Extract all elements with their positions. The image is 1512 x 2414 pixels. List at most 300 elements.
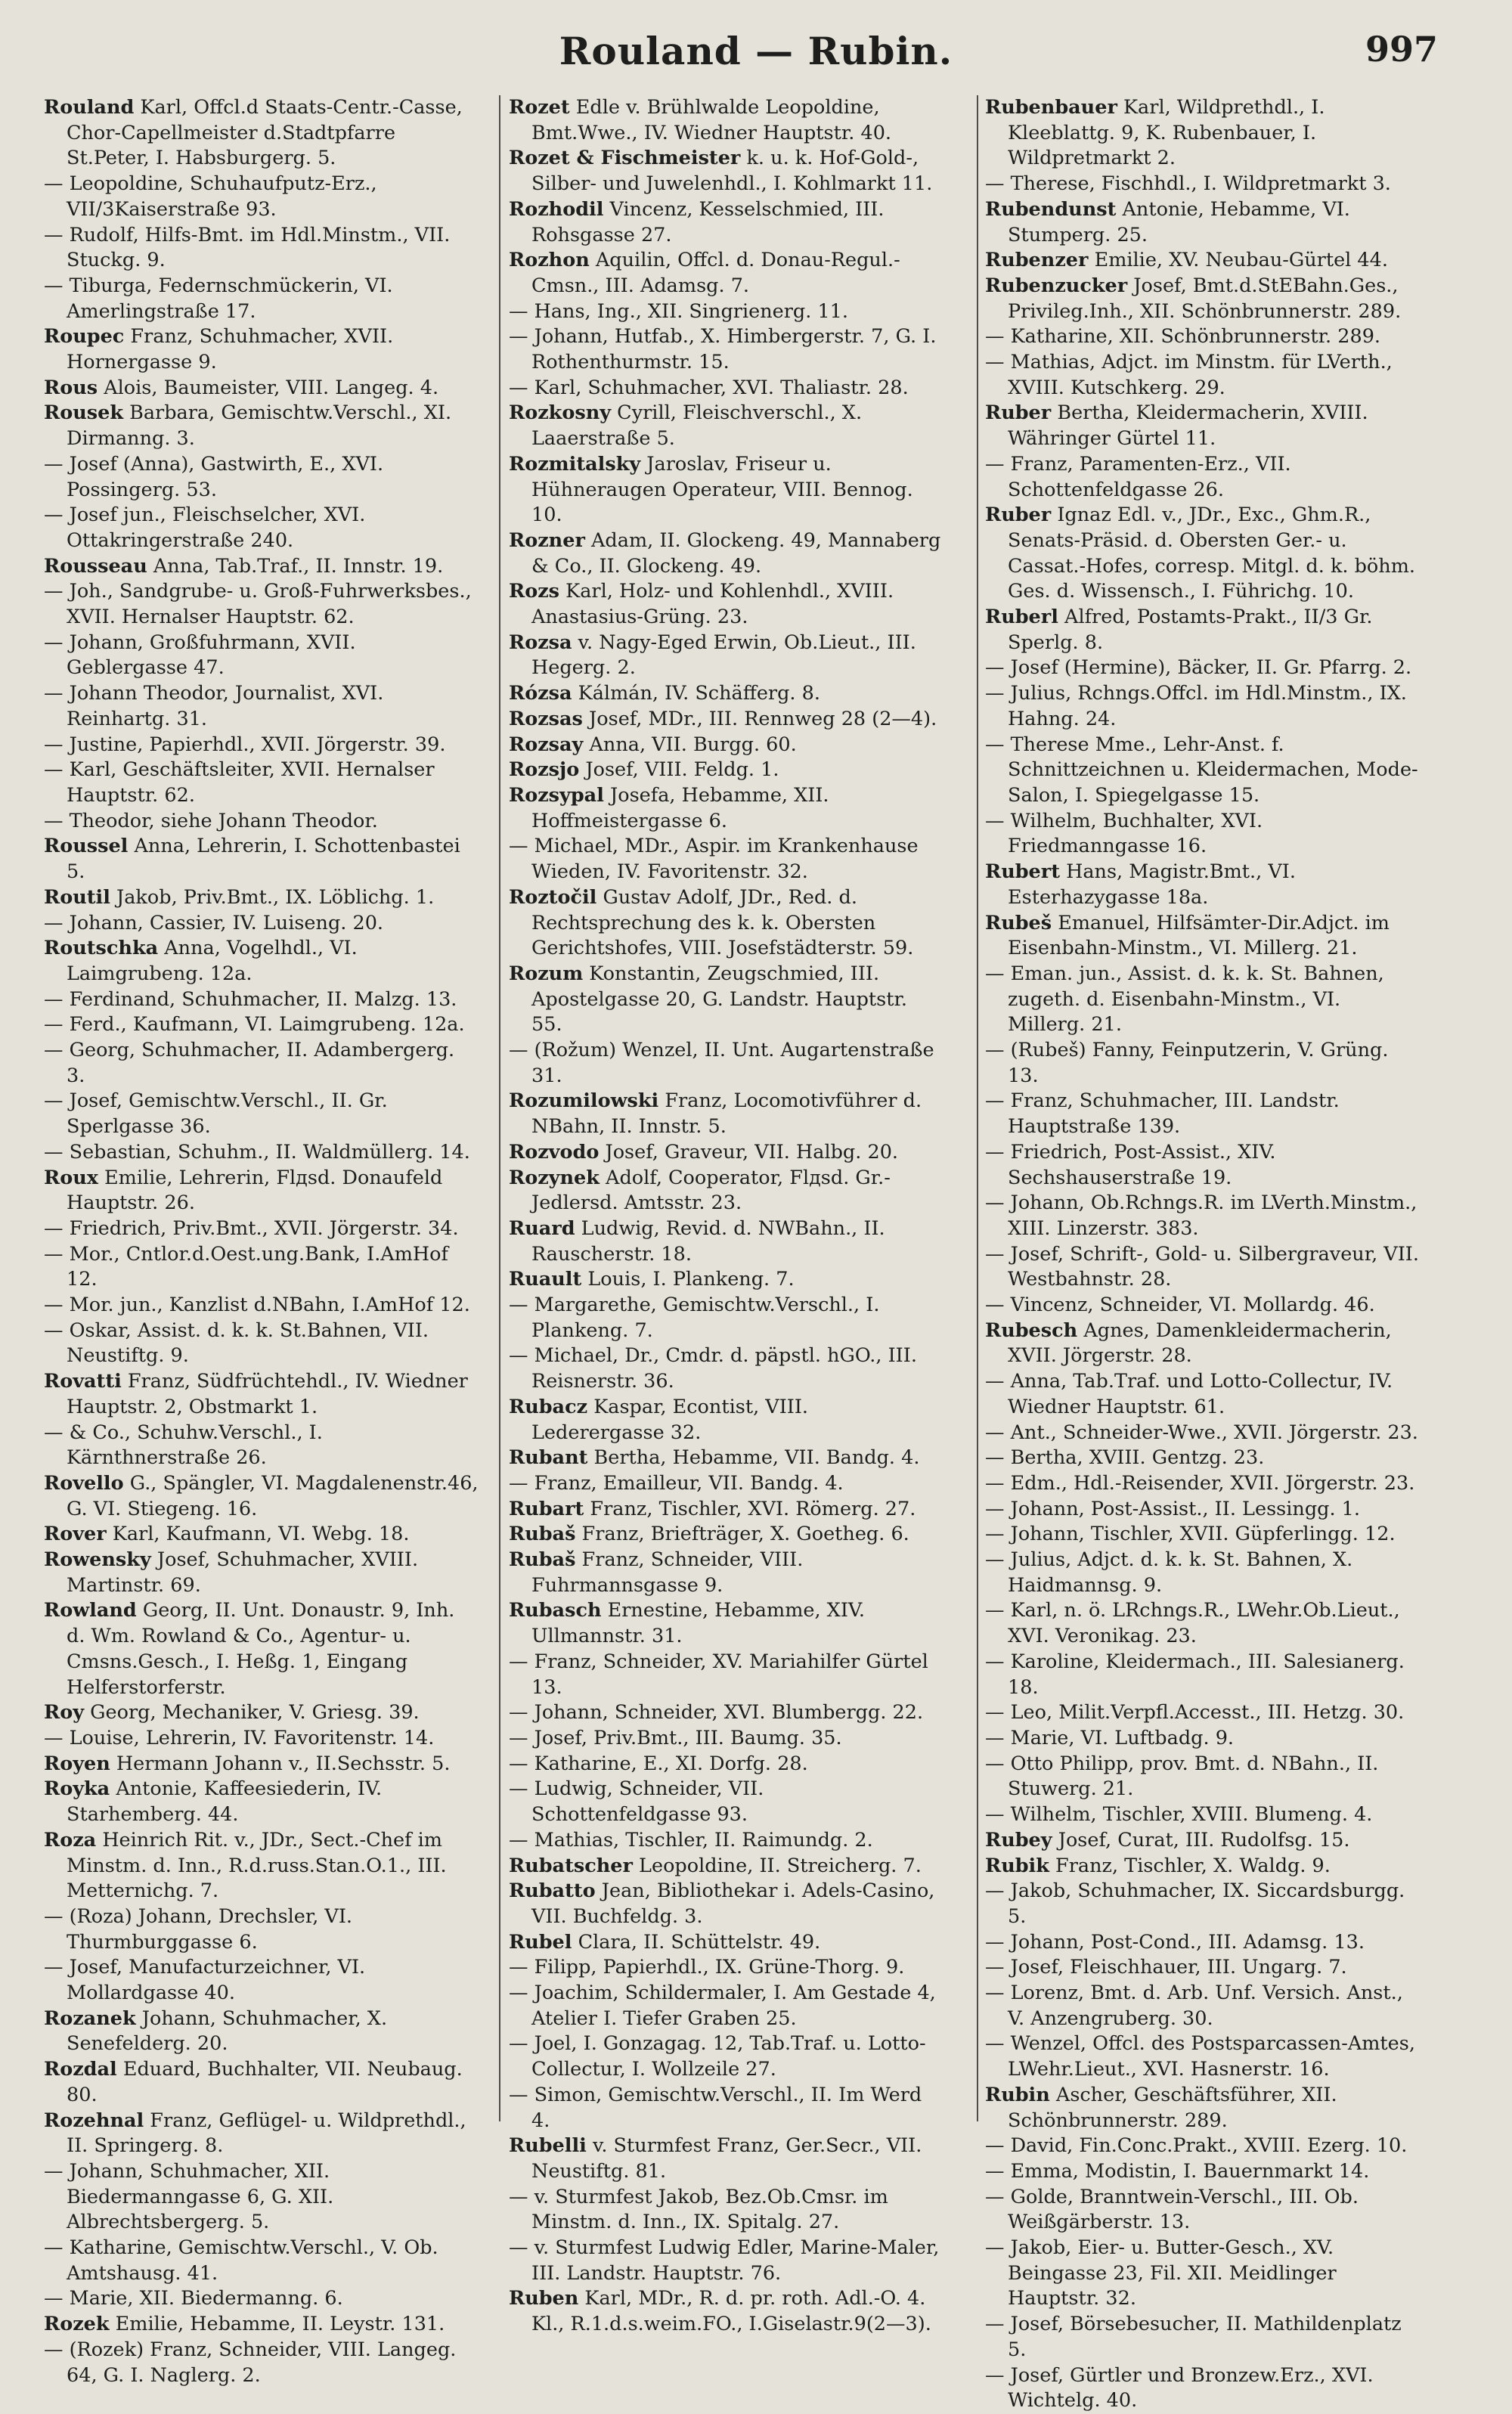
directory-entry: [509, 1726, 943, 1752]
entry-details: — (Rožum) Wenzel, II. Unt. Augartenstraße 31.: [509, 1039, 934, 1087]
entry-details: — Friedrich, Priv.Bmt., XVII. Jörgerstr. 34.: [44, 1216, 459, 1240]
entry-details: Ernestine, Hebamme, XIV. Ullmannstr. 31.: [531, 1599, 865, 1648]
entry-details: — Joachim, Schildermaler, I. Am Gestade 4, Atelier I. Tiefer Graben 25.: [509, 1982, 936, 2030]
entry-surname: Rozsay: [509, 733, 584, 756]
entry-surname: Roztočil: [509, 885, 597, 909]
directory-entry: [509, 452, 943, 528]
entry-details: v. Sturmfest Franz, Ger.Secr., VII. Neustiftg. 81.: [531, 2134, 922, 2183]
entry-surname: Rovatti: [44, 1370, 122, 1393]
entry-details: — Ant., Schneider-Wwe., XVII. Jörgerstr. 23.: [985, 1421, 1418, 1444]
entry-surname: Rubert: [985, 860, 1060, 884]
entry-details: — Johann, Post-Cond., III. Adamsg. 13.: [985, 1930, 1365, 1954]
directory-entry: [44, 1038, 479, 1089]
entry-details: — Vincenz, Schneider, VI. Mollardg. 46.: [985, 1294, 1375, 1317]
entry-details: — Theodor, siehe Johann Theodor.: [44, 809, 378, 832]
entry-surname: Roux: [44, 1166, 98, 1189]
directory-entry: [44, 172, 479, 222]
entry-details: — Katharine, Gemischtw.Verschl., V. Ob. Amtshausg. 41.: [44, 2236, 438, 2285]
entry-details: — Josef, Priv.Bmt., III. Baumg. 35.: [509, 1727, 842, 1749]
entry-details: Georg, Mechaniker, V. Griesg. 39.: [84, 1701, 420, 1725]
entry-details: Bertha, Hebamme, VII. Bandg. 4.: [587, 1446, 920, 1470]
directory-entry: [509, 1343, 943, 1394]
directory-entry: [44, 1140, 479, 1166]
directory-entry: [44, 1369, 479, 1420]
directory-entry: [509, 1879, 943, 1929]
directory-entry: [44, 2312, 479, 2338]
entry-details: — Justine, Papierhdl., XVII. Jörgerstr. 39.: [44, 733, 446, 756]
directory-entry: [44, 1726, 479, 1752]
entry-details: Hans, Magistr.Bmt., VI. Esterhazygasse 18a.: [1008, 860, 1296, 909]
entry-surname: Rozehnal: [44, 2109, 144, 2132]
entry-details: Adolf, Cooperator, Flдsd. Gr.-Jedlersd. Amtsstr. 23.: [531, 1166, 891, 1215]
entry-details: — Josef, Manufacturzeichner, VI. Mollardgasse 40.: [44, 1956, 366, 2005]
entry-details: — & Co., Schuhw.Verschl., I. Kärnthnerstraße 26.: [44, 1421, 323, 1470]
directory-entry: [985, 2083, 1420, 2134]
entry-details: Josef, Curat, III. Rudolfsg. 15.: [1052, 1828, 1350, 1852]
directory-entry: [509, 1497, 943, 1523]
entry-details: — Friedrich, Post-Assist., XIV. Sechshauserstraße 19.: [985, 1140, 1276, 1189]
entry-details: — Leopoldine, Schuhaufputz-Erz., VII/3Kaiserstraße 93.: [44, 172, 377, 221]
entry-surname: Ruard: [509, 1216, 575, 1240]
directory-entry: [985, 1930, 1420, 1956]
directory-entry: [509, 681, 943, 707]
directory-entry: [509, 248, 943, 299]
entry-surname: Rovello: [44, 1471, 124, 1495]
directory-entry: [44, 95, 479, 172]
entry-details: — Bertha, XVIII. Gentzg. 23.: [985, 1446, 1265, 1470]
entry-details: Jakob, Priv.Bmt., IX. Löblichg. 1.: [110, 885, 435, 909]
entry-details: Emilie, Hebamme, II. Leystr. 131.: [109, 2313, 445, 2336]
directory-entry: [509, 579, 943, 630]
entry-details: — Katharine, E., XI. Dorfg. 28.: [509, 1752, 808, 1775]
directory-entry: [985, 1802, 1420, 1828]
directory-entry: [985, 2312, 1420, 2363]
entry-details: Emilie, Lehrerin, Flдsd. Donaufeld Hauptstr. 26.: [67, 1166, 443, 1215]
entry-surname: Roza: [44, 1828, 97, 1852]
directory-entry: [985, 1089, 1420, 1139]
directory-entry: [985, 681, 1420, 732]
directory-entry: [509, 1828, 943, 1854]
entry-details: — Georg, Schuhmacher, II. Adambergerg. 3.: [44, 1039, 455, 1087]
entry-details: — Julius, Adjct. d. k. k. St. Bahnen, X. Haidmannsg. 9.: [985, 1548, 1353, 1597]
entry-details: — Hans, Ing., XII. Singrienerg. 11.: [509, 299, 849, 323]
directory-entry: [509, 95, 943, 146]
entry-surname: Rozdal: [44, 2058, 117, 2081]
entry-surname: Rozner: [509, 528, 585, 552]
entry-details: Anna, Tab.Traf., II. Innstr. 19.: [147, 554, 444, 578]
directory-entry: [509, 1395, 943, 1446]
directory-entry: [985, 1854, 1420, 1879]
directory-entry: [985, 1548, 1420, 1598]
directory-entry: [509, 2236, 943, 2286]
entry-surname: Rubin: [985, 2083, 1050, 2106]
entry-details: Hermann Johann v., II.Sechsstr. 5.: [110, 1752, 451, 1775]
entry-details: Franz, Briefträger, X. Goetheg. 6.: [575, 1523, 909, 1546]
directory-entry: [509, 1267, 943, 1293]
directory-entry: [44, 1522, 479, 1548]
directory-entry: [509, 528, 943, 579]
directory-entry: [509, 733, 943, 758]
entry-surname: Routschka: [44, 937, 159, 960]
entry-details: — Marie, XII. Biedermanng. 6.: [44, 2287, 343, 2310]
entry-details: Louis, I. Plankeng. 7.: [581, 1268, 795, 1291]
entry-details: — Louise, Lehrerin, IV. Favoritenstr. 14.: [44, 1727, 435, 1749]
entry-details: Josef, Schuhmacher, XVIII. Martinstr. 69.: [67, 1548, 419, 1597]
entry-surname: Rubelli: [509, 2134, 587, 2158]
entry-details: — Leo, Milit.Verpfl.Accesst., III. Hetzg. 30.: [985, 1701, 1405, 1725]
entry-details: — Franz, Emailleur, VII. Bandg. 4.: [509, 1471, 844, 1495]
page-title: Rouland — Rubin.: [559, 29, 953, 73]
directory-entry: [509, 1955, 943, 1981]
entry-details: Karl, Holz- und Kohlenhdl., XVIII. Anastasius-Grüng. 23.: [531, 580, 894, 629]
entry-details: k. u. k. Hof-Gold-, Silber- und Juwelenhdl., I. Kohlmarkt 11.: [531, 147, 933, 196]
entry-details: — Wilhelm, Buchhalter, XVI. Friedmanngasse 16.: [985, 809, 1263, 858]
directory-entry: [985, 452, 1420, 503]
entry-details: — Josef, Börsebesucher, II. Mathildenplatz 5.: [985, 2313, 1402, 2361]
directory-entry: [44, 733, 479, 758]
entry-details: — Josef (Hermine), Bäcker, II. Gr. Pfarrg. 2.: [985, 656, 1412, 680]
entry-details: Josef, Bmt.d.StEBahn.Ges., Privileg.Inh., XII. Schönbrunnerstr. 289.: [1008, 274, 1402, 323]
directory-entry: [509, 2134, 943, 2184]
entry-details: — Sebastian, Schuhm., II. Waldmüllerg. 14.: [44, 1140, 470, 1164]
entry-surname: Rubacz: [509, 1395, 588, 1418]
directory-entry: [44, 987, 479, 1013]
directory-entry: [44, 1293, 479, 1319]
directory-entry: [985, 860, 1420, 910]
entry-details: — Filipp, Papierhdl., IX. Grüne-Thorg. 9.: [509, 1956, 905, 1979]
directory-entry: [509, 631, 943, 681]
entry-surname: Rubenzucker: [985, 274, 1128, 297]
directory-entry: [44, 631, 479, 681]
directory-entry: [44, 1012, 479, 1038]
directory-entry: [509, 2083, 943, 2134]
entry-details: Josef, VIII. Feldg. 1.: [579, 758, 779, 782]
entry-details: Franz, Schneider, VIII. Fuhrmannsgasse 9.: [531, 1548, 804, 1597]
entry-details: Alois, Baumeister, VIII. Langeg. 4.: [98, 376, 439, 399]
entry-surname: Rubey: [985, 1828, 1052, 1852]
directory-entry: [985, 274, 1420, 324]
entry-details: — Mor., Cntlor.d.Oest.ung.Bank, I.AmHof 12.: [44, 1242, 448, 1291]
entry-details: Edle v. Brühlwalde Leopoldine, Bmt.Wwe., IV. Wiedner Hauptstr. 40.: [531, 96, 892, 144]
entry-details: Barbara, Gemischtw.Verschl., XI. Dirmanng. 3.: [67, 401, 452, 451]
directory-entry: [509, 146, 943, 197]
entry-surname: Ruben: [509, 2287, 579, 2310]
directory-entry: [44, 681, 479, 732]
entry-details: — Johann, Großfuhrmann, XVII. Geblergasse 47.: [44, 631, 356, 680]
entry-surname: Rozs: [509, 580, 560, 603]
directory-entry: [985, 1369, 1420, 1420]
entry-details: — Michael, Dr., Cmdr. d. päpstl. hGO., III. Reisnerstr. 36.: [509, 1344, 917, 1393]
entry-details: Emanuel, Hilfsämter-Dir.Adjct. im Eisenbahn-Minstm., VI. Millerg. 21.: [1008, 911, 1390, 960]
entry-surname: Rubesch: [985, 1319, 1078, 1342]
directory-entry: [509, 707, 943, 733]
directory-entry: [44, 911, 479, 937]
directory-entry: [44, 1955, 479, 2006]
directory-entry: [985, 197, 1420, 248]
entry-details: Adam, II. Glockeng. 49, Mannaberg & Co., II. Glockeng. 49.: [531, 528, 941, 578]
entry-surname: Royen: [44, 1752, 110, 1775]
directory-entry: [509, 2286, 943, 2337]
entry-surname: Rubaš: [509, 1523, 576, 1546]
entry-surname: Rozum: [509, 962, 584, 985]
entry-surname: Rouland: [44, 96, 135, 119]
entry-details: Johann, Schuhmacher, X. Senefelderg. 20.: [67, 2007, 388, 2056]
directory-entry: [985, 605, 1420, 655]
entry-details: Kálmán, IV. Schäfferg. 8.: [572, 682, 820, 705]
directory-entry: [985, 2363, 1420, 2414]
entry-details: Franz, Tischler, XVI. Römerg. 27.: [584, 1497, 916, 1520]
directory-entry: [509, 1089, 943, 1139]
entry-details: — Tiburga, Federnschmückerin, VI. Amerlingstraße 17.: [44, 274, 393, 323]
directory-entry: [44, 401, 479, 451]
directory-entry: [44, 376, 479, 401]
entry-details: Franz, Südfrüchtehdl., IV. Wiedner Hauptstr. 2, Obstmarkt 1.: [67, 1370, 468, 1418]
directory-entry: [44, 1904, 479, 1955]
entry-surname: Rubaš: [509, 1548, 576, 1572]
entry-surname: Rousek: [44, 401, 123, 425]
directory-entry: [509, 1166, 943, 1216]
directory-entry: [985, 2134, 1420, 2159]
directory-entry: [44, 1421, 479, 1471]
entry-details: Gustav Adolf, JDr., Red. d. Rechtsprechung des k. k. Obersten Gerichtshofes, VIII. Josefstädterstr. 59.: [531, 885, 914, 960]
entry-details: Agnes, Damenkleidermacherin, XVII. Jörgerstr. 28.: [1008, 1319, 1392, 1368]
entry-details: Antonie, Kaffeesiederin, IV. Starhemberg. 44.: [67, 1777, 383, 1827]
directory-entry: [985, 1293, 1420, 1319]
entry-details: Karl, MDr., R. d. pr. roth. Adl.-O. 4. Kl., R.1.d.s.weim.FO., I.Giselastr.9(2—3).: [531, 2287, 931, 2336]
entry-surname: Rozynek: [509, 1166, 600, 1189]
directory-entry: [509, 783, 943, 834]
directory-entry: [509, 1038, 943, 1089]
entry-surname: Rubel: [509, 1930, 572, 1954]
directory-entry: [44, 2109, 479, 2159]
entry-surname: Rubasch: [509, 1599, 602, 1622]
entry-surname: Routil: [44, 885, 110, 909]
directory-entry: [44, 579, 479, 630]
entry-details: — Mor. jun., Kanzlist d.NBahn, I.AmHof 12.: [44, 1294, 470, 1317]
entry-details: — Karoline, Kleidermach., III. Salesianerg. 18.: [985, 1650, 1405, 1699]
entry-details: Antonie, Hebamme, VI. Stumperg. 25.: [1008, 197, 1350, 246]
entry-details: G., Spängler, VI. Magdalenenstr.46, G. VI. Stiegeng. 16.: [67, 1471, 479, 1520]
entry-details: — Franz, Paramenten-Erz., VII. Schottenfeldgasse 26.: [985, 452, 1291, 501]
entry-details: — Joh., Sandgrube- u. Groß-Fuhrwerksbes., XVII. Hernalser Hauptstr. 62.: [44, 580, 472, 629]
directory-entry: [509, 758, 943, 783]
entry-details: — (Rubeš) Fanny, Feinputzerin, V. Grüng. 13.: [985, 1039, 1389, 1087]
entry-details: — Ferdinand, Schuhmacher, II. Malzg. 13.: [44, 987, 457, 1011]
entry-details: — Therese, Fischhdl., I. Wildpretmarkt 3.: [985, 172, 1391, 196]
entry-details: — Josef, Schrift-, Gold- u. Silbergraveur, VII. Westbahnstr. 28.: [985, 1242, 1419, 1291]
entry-details: — Anna, Tab.Traf. und Lotto-Collectur, IV. Wiedner Hauptstr. 61.: [985, 1370, 1393, 1418]
entry-surname: Roussel: [44, 835, 129, 858]
directory-entry: [44, 1216, 479, 1242]
directory-entry: [985, 1879, 1420, 1929]
directory-entry: [44, 2159, 479, 2236]
entry-details: — Otto Philipp, prov. Bmt. d. NBahn., II. Stuwerg. 21.: [985, 1752, 1379, 1801]
directory-entry: [985, 401, 1420, 451]
entry-details: — Johann, Post-Assist., II. Lessingg. 1.: [985, 1497, 1361, 1520]
directory-entry: [509, 885, 943, 962]
directory-entry: [985, 1497, 1420, 1523]
directory-entry: [985, 1319, 1420, 1369]
entry-details: — Emma, Modistin, I. Bauernmarkt 14.: [985, 2159, 1370, 2183]
directory-entry: [509, 1930, 943, 1956]
entry-details: — Jakob, Schuhmacher, IX. Siccardsburgg. 5.: [985, 1879, 1405, 1928]
entry-details: — Joel, I. Gonzagag. 12, Tab.Traf. u. Lotto-Collectur, I. Wollzeile 27.: [509, 2032, 926, 2081]
directory-entry: [44, 885, 479, 911]
entry-surname: Rubeš: [985, 911, 1052, 934]
column-divider: [977, 95, 978, 2121]
entry-details: Emilie, XV. Neubau-Gürtel 44.: [1088, 249, 1388, 272]
column-1: [44, 95, 479, 2387]
entry-surname: Roupec: [44, 325, 125, 349]
entry-details: — Franz, Schneider, XV. Mariahilfer Gürtel 13.: [509, 1650, 928, 1699]
entry-surname: Rozkosny: [509, 401, 612, 425]
entry-surname: Rubenzer: [985, 249, 1089, 272]
directory-entry: [509, 299, 943, 325]
directory-entry: [509, 1522, 943, 1548]
directory-entry: [509, 1752, 943, 1777]
directory-entry: [985, 1726, 1420, 1752]
entry-surname: Rubatto: [509, 1879, 596, 1903]
entry-details: — Golde, Branntwein-Verschl., III. Ob. Weißgärberstr. 13.: [985, 2185, 1359, 2234]
entry-details: — Josef, Gemischtw.Verschl., II. Gr. Sperlgasse 36.: [44, 1089, 388, 1139]
directory-entry: [985, 911, 1420, 962]
entry-details: Josefa, Hebamme, XII. Hoffmeistergasse 6.: [531, 783, 829, 832]
entry-details: — v. Sturmfest Jakob, Bez.Ob.Cmsr. im Minstm. d. Inn., IX. Spitalg. 27.: [509, 2185, 888, 2234]
directory-entry: [985, 2185, 1420, 2236]
entry-details: Heinrich Rit. v., JDr., Sect.-Chef im Minstm. d. Inn., R.d.russ.Stan.O.1., III. Metternichg. 7.: [67, 1828, 447, 1903]
directory-entry: [985, 350, 1420, 401]
entry-surname: Rowensky: [44, 1548, 151, 1572]
directory-entry: [985, 1191, 1420, 1241]
entry-surname: Rozet: [509, 96, 570, 119]
directory-entry: [985, 1522, 1420, 1548]
entry-details: — Josef, Fleischhauer, III. Ungarg. 7.: [985, 1956, 1347, 1979]
entry-details: Karl, Kaufmann, VI. Webg. 18.: [106, 1523, 410, 1546]
entry-details: — Marie, VI. Luftbadg. 9.: [985, 1727, 1235, 1749]
entry-surname: Rozsa: [509, 631, 572, 654]
directory-entry: [509, 1700, 943, 1726]
entry-details: — Eman. jun., Assist. d. k. k. St. Bahnen, zugeth. d. Eisenbahn-Minstm., VI. Millerg. 21.: [985, 962, 1384, 1037]
entry-details: Franz, Tischler, X. Waldg. 9.: [1049, 1854, 1331, 1877]
entry-details: Leopoldine, II. Streicherg. 7.: [632, 1854, 922, 1877]
entry-details: Anna, VII. Burgg. 60.: [583, 733, 797, 756]
directory-entry: [985, 1598, 1420, 1649]
entry-details: Karl, Wildprethdl., I. Kleeblattg. 9, K. Rubenbauer, I. Wildpretmarkt 2.: [1008, 96, 1325, 170]
directory-entry: [985, 733, 1420, 809]
entry-surname: Roy: [44, 1701, 85, 1725]
directory-entry: [509, 197, 943, 248]
entry-details: — Simon, Gemischtw.Verschl., II. Im Werd 4.: [509, 2083, 922, 2132]
entry-surname: Royka: [44, 1777, 110, 1801]
directory-entry: [985, 2236, 1420, 2312]
entry-details: Jean, Bibliothekar i. Adels-Casino, VII. Buchfeldg. 3.: [531, 1879, 935, 1928]
directory-entry: [509, 1548, 943, 1598]
entry-details: Cyrill, Fleischverschl., X. Laaerstraße 5.: [531, 401, 863, 451]
entry-surname: Rubenbauer: [985, 96, 1117, 119]
entry-surname: Rubik: [985, 1854, 1049, 1877]
entry-details: — Ferd., Kaufmann, VI. Laimgrubeng. 12a.: [44, 1013, 465, 1037]
column-divider: [499, 95, 500, 2121]
column-2: [509, 95, 943, 2336]
directory-entry: [985, 655, 1420, 681]
directory-entry: [985, 2031, 1420, 2082]
directory-entry: [509, 1981, 943, 2031]
entry-surname: Ruberl: [985, 606, 1058, 629]
directory-entry: [509, 401, 943, 451]
entry-details: — Johann, Hutfab., X. Himbergerstr. 7, G. I. Rothenthurmstr. 15.: [509, 325, 937, 374]
entry-details: Franz, Geflügel- u. Wildprethdl., II. Springerg. 8.: [67, 2109, 466, 2158]
entry-details: — Rudolf, Hilfs-Bmt. im Hdl.Minstm., VII. Stuckg. 9.: [44, 223, 451, 272]
entry-details: — Johann Theodor, Journalist, XVI. Reinhartg. 31.: [44, 682, 384, 730]
directory-entry: [985, 1650, 1420, 1700]
directory-entry: [985, 1752, 1420, 1802]
column-3: [985, 95, 1420, 2412]
directory-entry: [44, 936, 479, 987]
directory-entry: [44, 1777, 479, 1827]
entry-details: Ludwig, Revid. d. NWBahn., II. Rauscherstr. 18.: [531, 1216, 885, 1266]
entry-details: — Julius, Rchngs.Offcl. im Hdl.Minstm., IX. Hahng. 24.: [985, 682, 1407, 730]
directory-entry: [44, 1548, 479, 1598]
directory-entry: [44, 452, 479, 503]
directory-entry: [985, 95, 1420, 172]
directory-entry: [44, 1319, 479, 1369]
entry-surname: Rubant: [509, 1446, 588, 1470]
directory-entry: [509, 324, 943, 375]
entry-surname: Rubart: [509, 1497, 584, 1520]
entry-surname: Rozhodil: [509, 197, 604, 221]
entry-details: Vincenz, Kesselschmied, III. Rohsgasse 27.: [531, 197, 885, 246]
directory-entry: [985, 962, 1420, 1038]
entry-details: — (Roza) Johann, Drechsler, VI. Thurmburggasse 6.: [44, 1904, 353, 1954]
directory-entry: [985, 1446, 1420, 1471]
entry-details: — Mathias, Adjct. im Minstm. für LVerth., XVIII. Kutschkerg. 29.: [985, 351, 1393, 399]
directory-entry: [44, 2007, 479, 2057]
entry-details: — Karl, Schuhmacher, XVI. Thaliastr. 28.: [509, 376, 909, 399]
directory-entry: [44, 1089, 479, 1139]
directory-entry: [44, 758, 479, 808]
entry-details: — Wenzel, Offcl. des Postsparcassen-Amtes, LWehr.Lieut., XVI. Hasnerstr. 16.: [985, 2032, 1415, 2081]
entry-details: — Ludwig, Schneider, VII. Schottenfeldgasse 93.: [509, 1777, 764, 1827]
entry-surname: Rozanek: [44, 2007, 136, 2030]
directory-entry: [985, 1981, 1420, 2031]
directory-entry: [985, 1828, 1420, 1854]
directory-entry: [44, 809, 479, 835]
entry-surname: Rubendunst: [985, 197, 1117, 221]
directory-entry: [509, 834, 943, 885]
entry-details: Franz, Locomotivführer d. NBahn, II. Innstr. 5.: [531, 1089, 922, 1139]
entry-details: — Mathias, Tischler, II. Raimundg. 2.: [509, 1828, 873, 1852]
directory-entry: [509, 1140, 943, 1166]
directory-entry: [44, 554, 479, 580]
entry-details: — Jakob, Eier- u. Butter-Gesch., XV. Beingasse 23, Fil. XII. Meidlinger Hauptstr. 32.: [985, 2236, 1337, 2310]
directory-entry: [44, 1700, 479, 1726]
directory-entry: [44, 1242, 479, 1293]
directory-entry: [509, 1446, 943, 1471]
entry-surname: Rozhon: [509, 249, 590, 272]
directory-entry: [985, 2159, 1420, 2185]
entry-details: Ignaz Edl. v., JDr., Exc., Ghm.R., Senats-Präsid. d. Obersten Ger.- u. Cassat.-Hofes, corresp. Mitgl. d. k. böhm. Ges. d. Wissensch., I. Führichg. 10.: [1008, 504, 1415, 603]
entry-details: Alfred, Postamts-Prakt., II/3 Gr. Sperlg. 8.: [1008, 606, 1373, 654]
entry-surname: Rubatscher: [509, 1854, 633, 1877]
entry-details: Anna, Lehrerin, I. Schottenbastei 5.: [67, 835, 460, 884]
directory-entry: [44, 2338, 479, 2388]
entry-details: — Oskar, Assist. d. k. k. St.Bahnen, VII. Neustiftg. 9.: [44, 1319, 429, 1368]
directory-entry: [44, 274, 479, 324]
directory-entry: [44, 223, 479, 274]
entry-details: Jaroslav, Friseur u. Hühneraugen Operateur, VIII. Bennog. 10.: [531, 452, 913, 527]
entry-details: Anna, Vogelhdl., VI. Laimgrubeng. 12a.: [67, 937, 358, 985]
entry-surname: Ruber: [985, 504, 1052, 527]
